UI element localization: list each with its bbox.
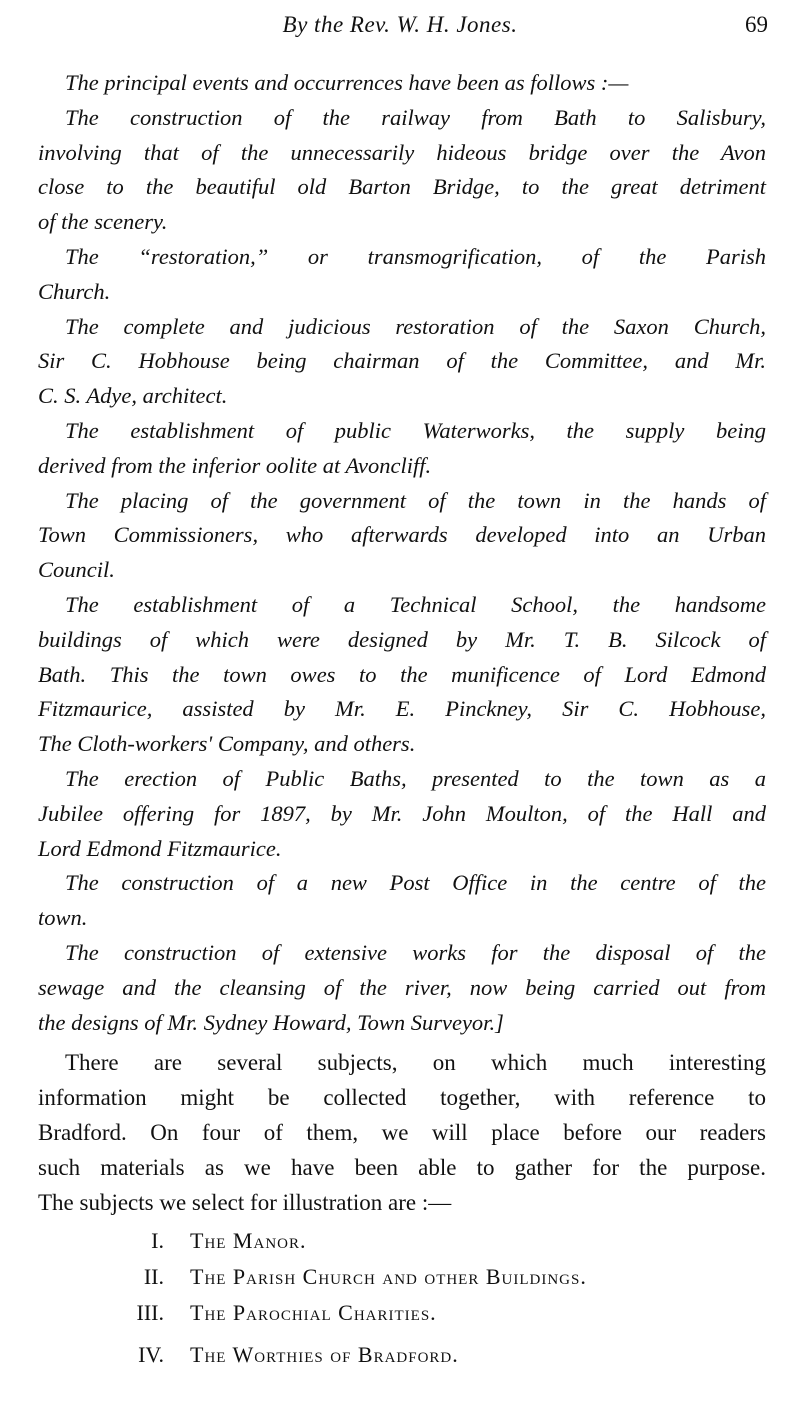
paragraph [38,866,766,936]
paragraph [38,101,766,240]
subject-title: The Worthies of Bradford. [190,1342,459,1367]
subject-item [0,1264,800,1300]
paragraph [38,936,766,1040]
text-line: Church. [38,278,111,304]
paragraph [38,310,766,414]
page-number: 69 [745,12,768,37]
subject-title: The Parochial Charities. [190,1300,437,1325]
text-line: The subjects we select for illustration are :— [38,1189,452,1215]
text-line: Town Commissioners, who afterwards developed into an Urban [38,522,766,548]
subject-item [0,1342,800,1378]
subject-item [0,1228,800,1264]
text-line: of the scenery. [38,209,168,235]
subject-numeral: II. [143,1264,164,1289]
text-line: the designs of Mr. Sydney Howard, Town Surveyor.] [38,1009,504,1035]
text-line: information might be collected together, with reference to [38,1085,766,1111]
paragraph [38,588,766,762]
text-line: The construction of extensive works for the disposal of the [65,939,766,965]
text-line: The placing of the government of the town in the hands of [65,487,766,513]
page-body [38,66,766,1220]
subject-item [0,1300,800,1336]
text-line: The construction of the railway from Bath to Salisbury, [65,104,766,130]
subject-numeral: I. [151,1228,164,1253]
page-header [0,12,800,46]
text-line: derived from the inferior oolite at Avoncliff. [38,452,432,478]
subject-numeral: IV. [138,1342,164,1367]
text-line: There are several subjects, on which much interesting [65,1050,766,1076]
text-line: Bath. This the town owes to the munificence of Lord Edmond [38,661,766,687]
paragraph [38,66,766,101]
subject-numeral: III. [136,1300,164,1325]
text-line: close to the beautiful old Barton Bridge, to the great detriment [38,174,766,200]
text-line: Jubilee offering for 1897, by Mr. John Moulton, of the Hall and [38,800,766,826]
paragraph [38,484,766,588]
text-line: town. [38,905,88,931]
paragraph [38,762,766,866]
text-line: involving that of the unnecessarily hideous bridge over the Avon [38,139,766,165]
text-line: Council. [38,557,115,583]
text-line: Fitzmaurice, assisted by Mr. E. Pinckney, Sir C. Hobhouse, [38,696,766,722]
text-line: The “restoration,” or transmogrification, of the Parish [65,243,766,269]
subject-title: The Parish Church and other Buildings. [190,1264,587,1289]
text-line: Sir C. Hobhouse being chairman of the Committee, and Mr. [38,348,766,374]
text-line: buildings of which were designed by Mr. T. B. Silcock of [38,626,766,652]
text-line: The establishment of a Technical School, the handsome [65,591,766,617]
running-title: By the Rev. W. H. Jones. [282,12,518,37]
paragraph [38,1046,766,1220]
text-line: sewage and the cleansing of the river, now being carried out from [38,974,766,1000]
paragraph [38,240,766,310]
text-line: The establishment of public Waterworks, the supply being [65,417,766,443]
text-line: such materials as we have been able to gather for the purpose. [38,1154,766,1180]
subject-title: The Manor. [190,1228,307,1253]
text-line: C. S. Adye, architect. [38,383,228,409]
text-line: Bradford. On four of them, we will place before our readers [38,1119,766,1145]
text-line: The principal events and occurrences have been as follows :— [65,70,629,95]
paragraph [38,414,766,484]
text-line: The Cloth-workers' Company, and others. [38,731,416,757]
text-line: The erection of Public Baths, presented to the town as a [65,765,766,791]
text-line: Lord Edmond Fitzmaurice. [38,835,282,861]
text-line: The complete and judicious restoration of the Saxon Church, [65,313,766,339]
text-line: The construction of a new Post Office in the centre of the [65,870,766,896]
